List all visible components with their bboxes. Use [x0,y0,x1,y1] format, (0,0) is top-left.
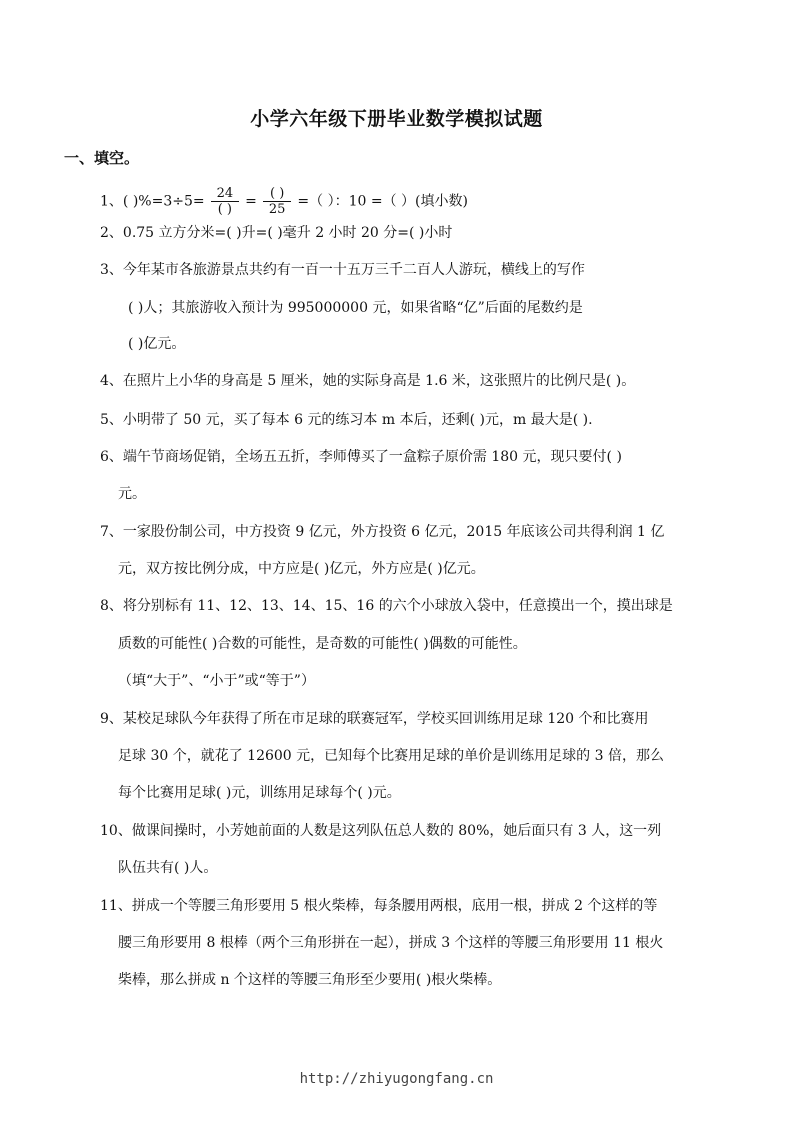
question-11-line-1: 11、拼成一个等腰三角形要用 5 根火柴棒，每条腰用两根，底用一根，拼成 2 个这样的等 [100,898,658,914]
question-8-line-3: （填“大于”、“小于”或“等于”） [118,673,315,689]
fraction-2 [263,186,292,217]
question-6-line-2: 元。 [118,486,146,502]
question-3-line-3: ( )亿元。 [128,336,186,352]
question-1 [100,186,468,217]
question-7-line-1: 7、一家股份制公司，中方投资 9 亿元，外方投资 6 亿元，2015 年底该公司共得利润 1 亿 [100,524,665,540]
question-9-line-2: 足球 30 个，就花了 12600 元，已知每个比赛用足球的单价是训练用足球的 3 倍，那么 [118,748,664,764]
question-3-line-1: 3、今年某市各旅游景点共约有一百一十五万三千二百人人游玩，横线上的写作 [100,262,585,278]
question-6-line-1: 6、端午节商场促销，全场五五折，李师傅买了一盒粽子原价需 180 元，现只要付( ) [100,449,622,465]
fraction-1-numerator: 24 [211,186,240,202]
question-10-line-2: 队伍共有( )人。 [118,860,218,876]
question-3-line-2: ( )人；其旅游收入预计为 995000000 元，如果省略“亿”后面的尾数约是 [128,300,583,316]
q1-suffix: =（ ）：10 =（ ）(填小数) [297,193,468,210]
section-heading: 一、填空。 [64,149,140,167]
fraction-2-denominator: 25 [268,202,286,217]
fraction-1-denominator: ( ) [217,202,232,217]
q1-prefix: 1、( )%=3÷5= [100,193,205,210]
fraction-2-numerator: ( ) [263,186,292,202]
question-10-line-1: 10、做课间操时，小芳她前面的人数是这列队伍总人数的 80%，她后面只有 3 人，这一列 [100,823,662,839]
question-11-line-2: 腰三角形要用 8 根棒（两个三角形拼在一起），拼成 3 个这样的等腰三角形要用 11 根火 [118,935,664,951]
question-7-line-2: 元，双方按比例分成，中方应是( )亿元，外方应是( )亿元。 [118,561,485,577]
question-9-line-1: 9、某校足球队今年获得了所在市足球的联赛冠军，学校买回训练用足球 120 个和比赛用 [100,711,649,727]
question-2: 2、0.75 立方分米=( )升=( )毫升 2 小时 20 分=( )小时 [100,225,453,241]
question-11-line-3: 柴棒，那么拼成 n 个这样的等腰三角形至少要用( )根火柴棒。 [118,972,502,988]
fraction-1 [211,186,240,217]
question-5: 5、小明带了 50 元，买了每本 6 元的练习本 m 本后，还剩( )元，m 最大是( ). [100,412,593,428]
page-title: 小学六年级下册毕业数学模拟试题 [250,108,543,130]
footer-url: http://zhiyugongfang.cn [299,1071,494,1087]
q1-equals: = [245,193,257,210]
question-9-line-3: 每个比赛用足球( )元，训练用足球每个( )元。 [118,785,401,801]
question-4: 4、在照片上小华的身高是 5 厘米，她的实际身高是 1.6 米，这张照片的比例尺是( )。 [100,373,636,389]
question-8-line-2: 质数的可能性( )合数的可能性，是奇数的可能性( )偶数的可能性。 [118,636,527,652]
question-8-line-1: 8、将分别标有 11、12、13、14、15、16 的六个小球放入袋中，任意摸出一个，摸出球是 [100,598,673,614]
